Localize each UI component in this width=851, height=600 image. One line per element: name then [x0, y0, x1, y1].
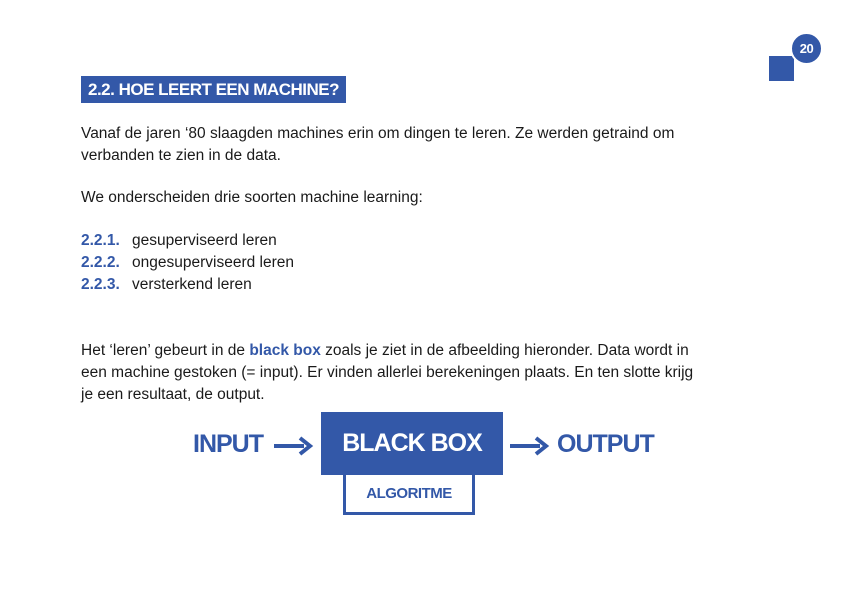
list-item — [81, 274, 294, 296]
ml-types-list — [81, 230, 294, 296]
black-box-diagram — [0, 412, 851, 522]
list-item-text: ongesuperviseerd leren — [132, 254, 294, 271]
list-item-text: gesuperviseerd leren — [132, 232, 277, 249]
bb-line-1-end: zoals je ziet in de afbeelding hieronder. Data wordt in — [320, 342, 689, 359]
intro-paragraph — [81, 123, 674, 167]
algorithm-box: ALGORITME — [343, 475, 475, 515]
output-label: OUTPUT — [557, 430, 654, 458]
badge-square — [769, 56, 794, 81]
black-box-highlight: black box — [249, 342, 321, 359]
bb-line-1-start: Het ‘leren’ gebeurt in de — [81, 342, 250, 359]
list-item-number: 2.2.3. — [81, 276, 120, 293]
list-item — [81, 230, 294, 252]
section-title: 2.2. HOE LEERT EEN MACHINE? — [81, 76, 346, 103]
black-box-paragraph — [81, 340, 693, 406]
types-paragraph: We onderscheiden drie soorten machine learning: — [81, 189, 423, 206]
bb-line-3: je een resultaat, de output. — [81, 386, 265, 403]
black-box: BLACK BOX — [321, 412, 503, 475]
page-number-badge — [769, 32, 821, 82]
arrow-right-icon — [274, 436, 316, 456]
arrow-right-icon — [510, 436, 552, 456]
list-item-number: 2.2.2. — [81, 254, 120, 271]
list-item-text: versterkend leren — [132, 276, 252, 293]
list-item-number: 2.2.1. — [81, 232, 120, 249]
intro-line-2: verbanden te zien in de data. — [81, 147, 281, 164]
input-label: INPUT — [193, 430, 263, 458]
page-number: 20 — [790, 32, 823, 65]
bb-line-2: een machine gestoken (= input). Er vinden allerlei berekeningen plaats. En ten slotte krijg — [81, 364, 694, 381]
intro-line-1: Vanaf de jaren ‘80 slaagden machines erin om dingen te leren. Ze werden getraind om — [81, 125, 675, 142]
list-item — [81, 252, 294, 274]
